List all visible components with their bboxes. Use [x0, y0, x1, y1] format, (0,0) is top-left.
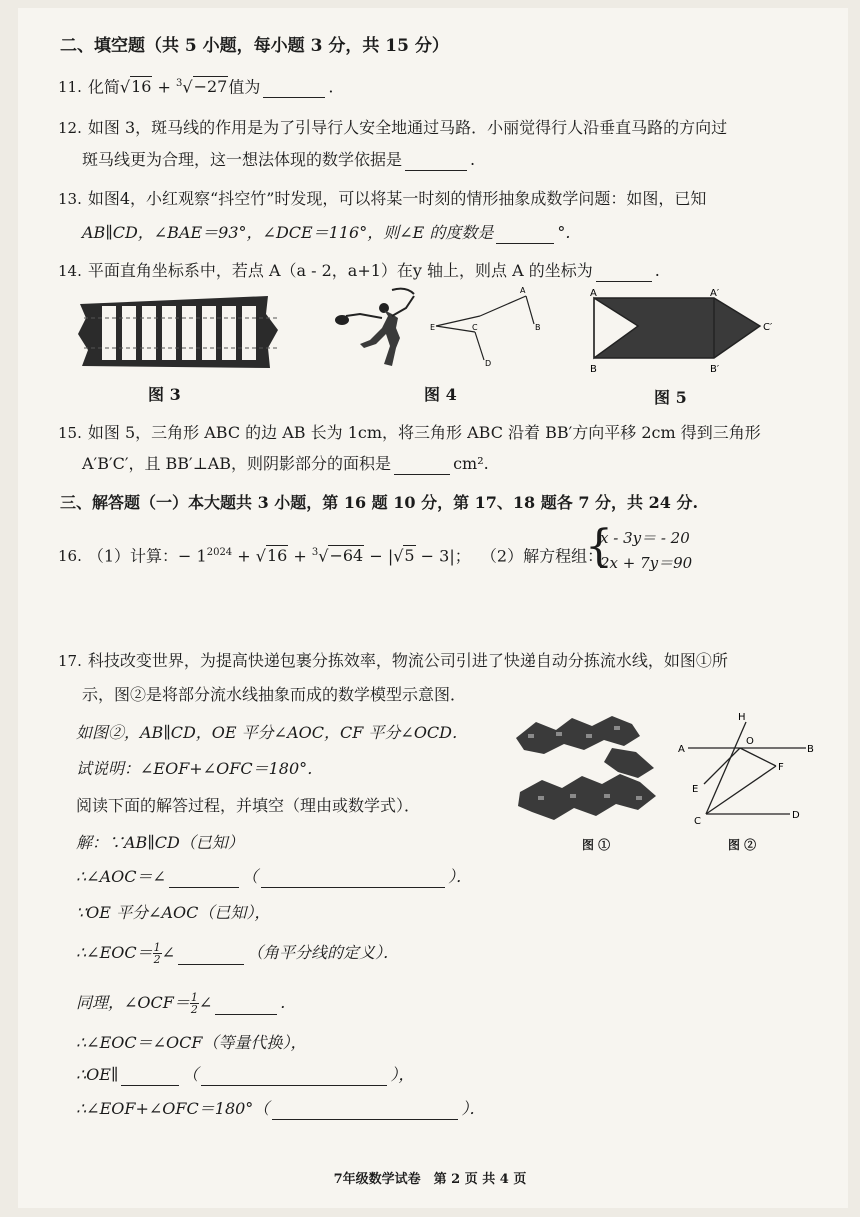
- q17-step-2-a: ∴∠AOC＝∠: [76, 867, 166, 886]
- fig5-label-b: B: [590, 364, 597, 375]
- q17-step-2-c: ）．: [447, 867, 472, 886]
- q16-p1-a: （1）计算：− 1: [87, 546, 207, 566]
- section-2-title: 二、填空题（共 5 小题，每小题 3 分，共 15 分）: [60, 36, 449, 56]
- fig4-label-e: E: [430, 323, 436, 332]
- q17-text-3: 如图②，AB∥CD，OE 平分∠AOC，CF 平分∠OCD．: [76, 723, 469, 742]
- q17-blank-6[interactable]: [201, 1069, 387, 1086]
- fraction-one-half: $\frac{1}{2}$: [153, 941, 161, 966]
- fig5-label-c-prime: C′: [763, 322, 773, 333]
- fig4-label-d: D: [485, 359, 492, 368]
- q17-step-4-c: （角平分线的定义）．: [247, 943, 400, 962]
- q13-text-2: AB∥CD，∠BAE＝93°，∠DCE＝116°，则∠E 的度数是: [82, 223, 494, 242]
- q17-step-4-b: ∠: [161, 943, 176, 962]
- question-number: 15.: [58, 424, 82, 442]
- fig4-label-a: A: [520, 286, 526, 295]
- q11-cbrt-arg: −27: [193, 77, 228, 97]
- q16-equation-2: 2x + 7y＝90: [600, 554, 693, 572]
- figure-1-sorting-line: [508, 712, 676, 830]
- question-15-line-1: [58, 422, 761, 444]
- q17-text-1: 科技改变世界，为提高快递包裹分拣效率，物流公司引进了快递自动分拣流水线，如图①所: [87, 651, 728, 670]
- q17-step-2: [76, 866, 472, 888]
- q17-blank-3[interactable]: [178, 948, 244, 965]
- figure-2-geometry: [676, 708, 816, 834]
- q16-sqrt5-arg: 5: [404, 546, 415, 566]
- q13-text-1: 如图4，小红观察“抖空竹”时发现，可以将某一时刻的情形抽象成数学问题：如图，已知: [87, 189, 707, 208]
- fig5-label-a-prime: A′: [710, 288, 720, 299]
- section-3-title: 三、解答题（一）本大题共 3 小题，第 16 题 10 分，第 17、18 题各 7 分，共 24 分.: [60, 493, 699, 512]
- q17-step-5-b: ∠: [198, 993, 213, 1012]
- fig4-label-c: C: [472, 323, 478, 332]
- q13-answer-blank[interactable]: [496, 227, 554, 244]
- q16-equation-1: x - 3y＝ - 20: [600, 529, 690, 547]
- question-12-line-2: [82, 149, 475, 171]
- question-number: 12.: [58, 119, 82, 137]
- question-number: 17.: [58, 652, 82, 670]
- q17-step-1: 解：∵AB∥CD（已知）: [76, 833, 244, 852]
- q17-step-5: [76, 992, 285, 1015]
- q14-text: 平面直角坐标系中，若点 A（a - 2，a+1）在y 轴上，则点 A 的坐标为: [87, 261, 593, 280]
- q11-sqrt-arg: 16: [131, 77, 152, 97]
- q17-step-8-b: ）．: [461, 1099, 486, 1118]
- fig2-label-o: O: [746, 736, 754, 747]
- equation-system-brace: {: [585, 521, 613, 572]
- fraction-one-half: $\frac{1}{2}$: [190, 991, 198, 1016]
- fig2-label-c: C: [694, 816, 701, 827]
- figure-1-caption: 图 ①: [582, 838, 611, 852]
- fig2-label-a: A: [678, 744, 685, 755]
- q12-text-1: 如图 3，斑马线的作用是为了引导行人安全地通过马路．小丽觉得行人沿垂直马路的方向过: [87, 118, 728, 137]
- q16-p1-d: − |: [364, 546, 394, 566]
- question-16: 16. （1）计算：− $1^{2024} + √16 + ^3√-64 - |√5 - 3|$； （2）解方程组：: [58, 546, 604, 566]
- figure-4-caption: 图 4: [424, 385, 457, 404]
- fig2-label-h: H: [738, 712, 746, 723]
- fig2-label-b: B: [807, 744, 814, 755]
- q15-text-1: 如图 5，三角形 ABC 的边 AB 长为 1cm，将三角形 ABC 沿着 BB′方向平移 2cm 得到三角形: [87, 423, 761, 442]
- question-number: 11.: [58, 78, 82, 97]
- q16-p1-b: +: [232, 546, 256, 566]
- q17-blank-5[interactable]: [121, 1069, 179, 1086]
- q12-text-2: 斑马线更为合理，这一想法体现的数学依据是: [82, 150, 403, 169]
- diabolo-player-illustration: [335, 289, 414, 366]
- figure-5-caption: 图 5: [654, 388, 687, 407]
- q17-step-7: [76, 1064, 414, 1086]
- figure-4-geometry: [436, 296, 534, 360]
- q17-step-7-a: ∴OE∥: [76, 1065, 119, 1084]
- q17-step-3: ∵OE 平分∠AOC（已知），: [76, 903, 271, 922]
- q17-step-8: [76, 1098, 485, 1120]
- q14-answer-blank[interactable]: [596, 265, 652, 282]
- fig2-label-f: F: [778, 762, 784, 773]
- q11-answer-blank[interactable]: [263, 81, 325, 98]
- q17-step-7-b: （: [182, 1065, 199, 1084]
- figure-4-diabolo: [330, 284, 560, 378]
- figure-3-caption: 图 3: [148, 385, 181, 404]
- q17-blank-1[interactable]: [169, 871, 239, 888]
- figure-2-caption: 图 ②: [728, 838, 757, 852]
- question-13-line-2: [82, 222, 571, 244]
- q16-cbrt-index: 3: [311, 547, 319, 558]
- question-12-line-1: [58, 117, 727, 139]
- q17-blank-2[interactable]: [261, 871, 445, 888]
- fig5-label-a: A: [590, 288, 597, 299]
- q15-answer-blank[interactable]: [394, 458, 450, 475]
- q17-step-4: [76, 942, 399, 965]
- fig2-label-d: D: [792, 810, 800, 821]
- question-15-line-2: [82, 453, 489, 475]
- q15-text-2: A′B′C′，且 BB′⊥AB，则阴影部分的面积是: [82, 454, 392, 473]
- q16-p1-e: − 3|；: [415, 546, 471, 566]
- question-13-line-1: [58, 188, 706, 210]
- fig5-label-b-prime: B′: [710, 364, 720, 375]
- q14-end: .: [654, 261, 660, 280]
- q13-end: °.: [557, 223, 571, 242]
- q17-step-5-a: 同理，∠OCF＝: [76, 993, 190, 1012]
- fig2-label-e: E: [692, 784, 699, 795]
- question-17-line-1: [58, 650, 728, 672]
- q17-step-7-c: ），: [390, 1065, 415, 1084]
- q17-blank-7[interactable]: [272, 1103, 458, 1120]
- q16-p2-label: （2）解方程组：: [480, 546, 604, 566]
- fig5-label-c: C: [624, 322, 631, 333]
- question-14: [58, 260, 660, 282]
- q16-cbrt-arg: −64: [329, 546, 364, 566]
- q11-suffix: 值为: [228, 77, 261, 97]
- q17-text-4: 试说明：∠EOF+∠OFC＝180°．: [76, 759, 324, 778]
- q15-unit: cm².: [453, 454, 489, 473]
- q17-step-8-a: ∴∠EOF+∠OFC＝180°（: [76, 1099, 270, 1118]
- q17-step-6: ∴∠EOC＝∠OCF（等量代换），: [76, 1033, 307, 1052]
- q12-end: .: [470, 150, 476, 169]
- question-number: 14.: [58, 262, 82, 280]
- q11-plus: +: [152, 77, 177, 97]
- q17-step-5-c: .: [280, 993, 286, 1012]
- q17-step-4-a: ∴∠EOC＝: [76, 943, 153, 962]
- q16-sqrt-arg: 16: [266, 546, 288, 566]
- question-number: 13.: [58, 190, 82, 208]
- q16-p1-c: +: [288, 546, 312, 566]
- page-footer: 7年级数学试卷 第 2 页 共 4 页: [333, 1172, 527, 1187]
- figure-5-translation: [582, 286, 788, 378]
- question-number: 16.: [58, 547, 82, 566]
- q16-exponent: 2024: [206, 547, 233, 558]
- q17-text-5: 阅读下面的解答过程，并填空（理由或数学式）．: [76, 796, 421, 815]
- q17-text-2: 示，图②是将部分流水线抽象而成的数学模型示意图．: [82, 685, 467, 704]
- q11-prefix: 化简: [87, 77, 120, 97]
- q17-step-2-b: （: [241, 867, 258, 886]
- q11-cbrt-index: 3: [176, 78, 183, 89]
- figure-3-zebra-crossing: [78, 290, 284, 374]
- fig4-label-b: B: [535, 323, 541, 332]
- q17-blank-4[interactable]: [215, 998, 277, 1015]
- q12-answer-blank[interactable]: [405, 154, 467, 171]
- question-11: 11. 化简√16 + $^3$√−27值为 .: [58, 77, 334, 97]
- q11-end: .: [328, 77, 334, 97]
